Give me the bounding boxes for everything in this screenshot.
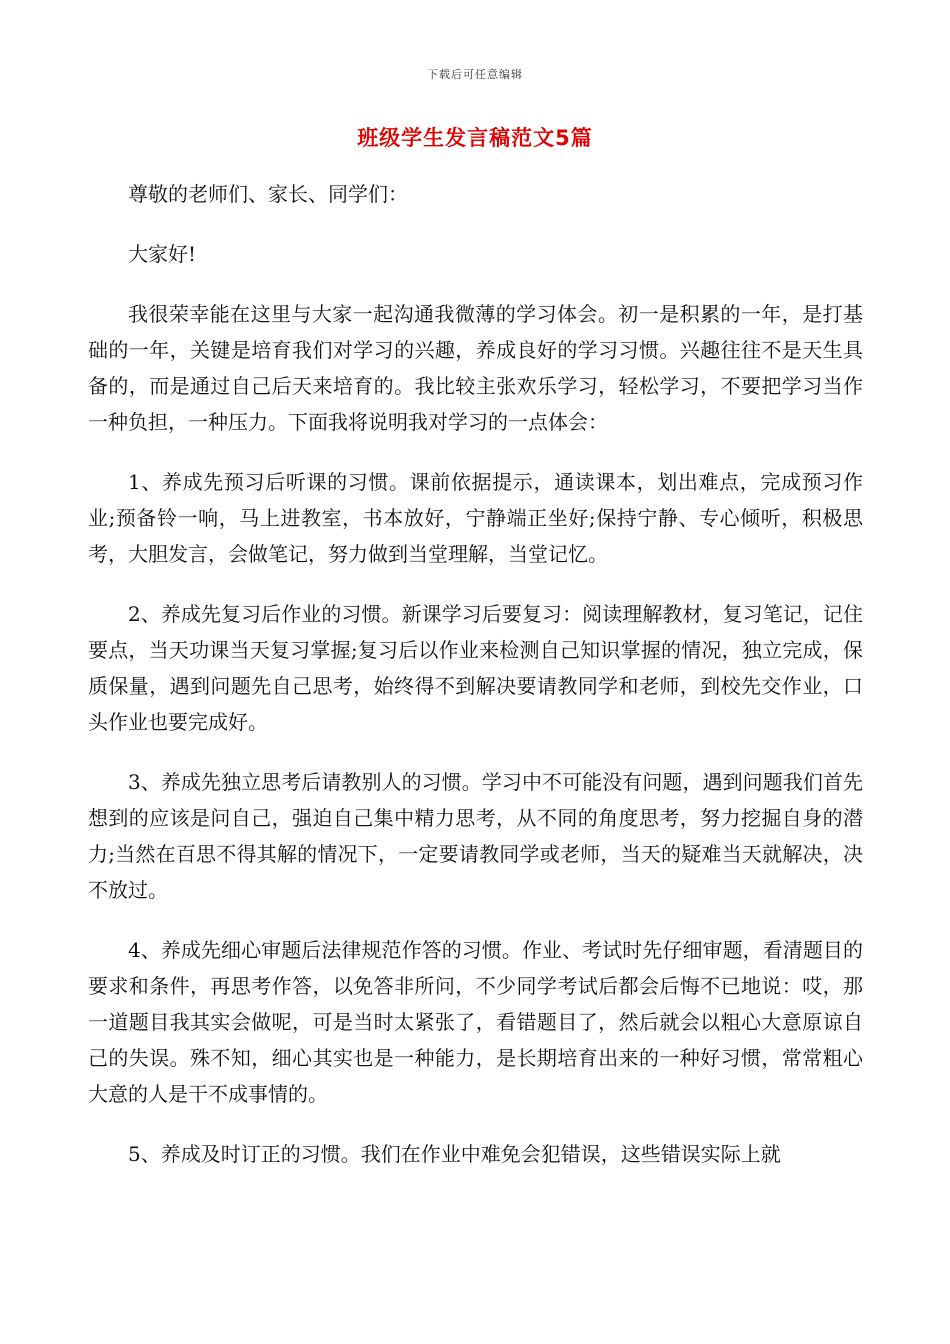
- document-body: [88, 176, 863, 1196]
- point-2-paragraph: 2、养成先复习后作业的习惯。新课学习后要复习：阅读理解教材，复习笔记，记住要点，当天功课当天复习掌握;复习后以作业来检测自己知识掌握的情况，独立完成，保质保量，遇到问题先自己思考，始终得不到解决要请教同学和老师，到校先交作业，口头作业也要完成好。: [88, 602, 863, 734]
- salutation: 尊敬的老师们、家长、同学们：: [128, 182, 408, 206]
- greeting: 大家好!: [128, 242, 197, 266]
- point-4-paragraph: 4、养成先细心审题后法律规范作答的习惯。作业、考试时先仔细审题，看清题目的要求和条件，再思考作答，以免答非所问，不少同学考试后都会后悔不已地说：哎，那一道题目我其实会做呢，可是当时太紧张了，看错题目了，然后就会以粗心大意原谅自己的失误。殊不知，细心其实也是一种能力，是长期培育出来的一种好习惯，常常粗心大意的人是干不成事情的。: [88, 938, 863, 1106]
- document-title: 班级学生发言稿范文5篇: [357, 126, 593, 150]
- header-note: 下载后可任意编辑: [427, 68, 523, 81]
- intro-paragraph: 我很荣幸能在这里与大家一起沟通我微薄的学习体会。初一是积累的一年，是打基础的一年，关键是培育我们对学习的兴趣，养成良好的学习习惯。兴趣往往不是天生具备的，而是通过自己后天来培育的。我比较主张欢乐学习，轻松学习，不要把学习当作一种负担，一种压力。下面我将说明我对学习的一点体会：: [88, 302, 863, 434]
- point-3-paragraph: 3、养成先独立思考后请教别人的习惯。学习中不可能没有问题，遇到问题我们首先想到的应该是问自己，强迫自己集中精力思考，从不同的角度思考，努力挖掘自身的潜力;当然在百思不得其解的情况下，一定要请教同学或老师，当天的疑难当天就解决，决不放过。: [88, 770, 863, 902]
- point-5-paragraph: 5、养成及时订正的习惯。我们在作业中难免会犯错误，这些错误实际上就: [128, 1142, 781, 1166]
- point-1-paragraph: 1、养成先预习后听课的习惯。课前依据提示，通读课本，划出难点，完成预习作业;预备铃一响，马上进教室，书本放好，宁静端正坐好;保持宁静、专心倾听，积极思考，大胆发言，会做笔记，努力做到当堂理解，当堂记忆。: [88, 470, 863, 566]
